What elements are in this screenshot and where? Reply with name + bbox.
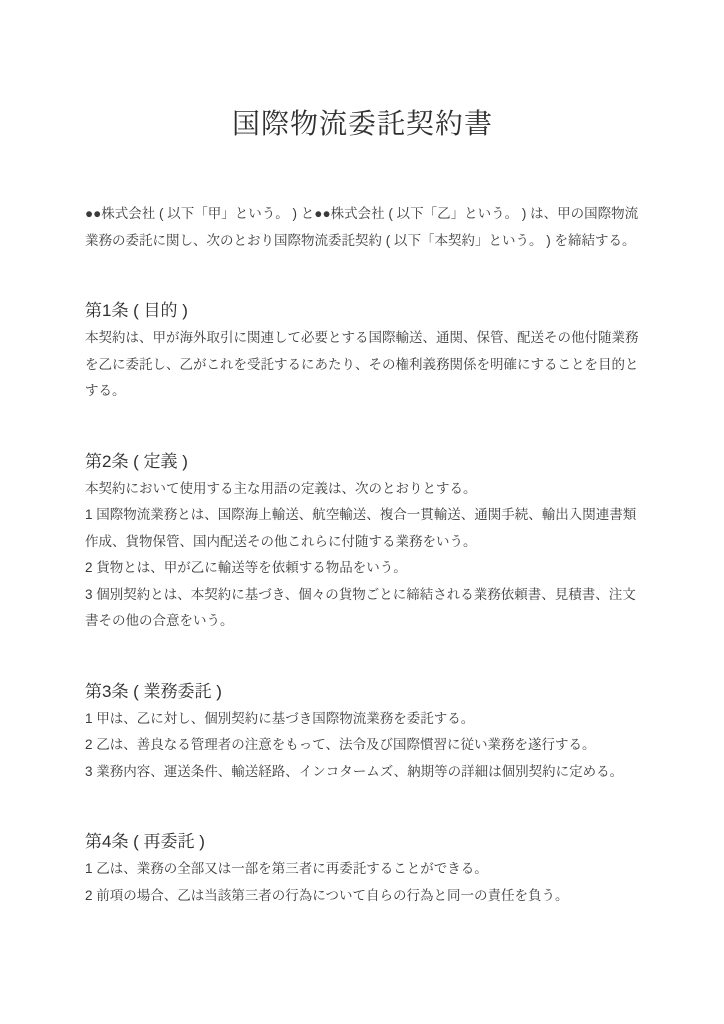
article-3-clause-1: 1 甲は、乙に対し、個別契約に基づき国際物流業務を委託する。: [85, 710, 475, 726]
article-4-heading: 第4条 ( 再委託 ): [85, 832, 205, 851]
article-3-heading: 第3条 ( 業務委託 ): [85, 681, 222, 701]
contract-preamble: ●●株式会社 ( 以下「甲」という。 ) と●●株式会社 ( 以下「乙」という。 ) は、甲の国際物流業務の委託に関し、次のとおり国際物流委託契約 ( 以下「本契約」という。 ) を締結する。: [85, 206, 639, 248]
article-1-heading: 第1条 ( 目的 ): [85, 301, 188, 320]
article-1: [85, 297, 640, 405]
article-4-clause-2: 2 前項の場合、乙は当該第三者の行為について自らの行為と同一の責任を負う。: [85, 887, 569, 903]
article-1-clause-1: 本契約は、甲が海外取引に関連して必要とする国際輸送、通関、保管、配送その他付随業務を乙に委託し、乙がこれを受託するにあたり、その権利義務関係を明確にすることを目的とする。: [85, 330, 639, 398]
article-1-clauses: [85, 325, 640, 405]
article-2-heading: 第2条 ( 定義 ): [85, 451, 188, 471]
article-4: [85, 828, 640, 909]
article-3: [85, 678, 640, 786]
article-3-clause-2: 2 乙は、善良なる管理者の注意をもって、法令及び国際慣習に従い業務を遂行する。: [85, 737, 596, 752]
article-4-clause-1: 1 乙は、業務の全部又は一部を第三者に再委託することができる。: [85, 861, 488, 876]
article-2-clauses: [85, 476, 640, 635]
document-title: 国際物流委託契約書: [231, 108, 493, 139]
article-2-clause-2: 1 国際物流業務とは、国際海上輸送、航空輸送、複合一貫輸送、通関手続、輸出入関連書類作成、貨物保管、国内配送その他これらに付随する業務をいう。: [85, 507, 637, 549]
article-4-clauses: [85, 856, 640, 909]
article-3-clause-3: 3 業務内容、運送条件、輸送経路、インコタームズ、納期等の詳細は個別契約に定める。: [85, 763, 624, 779]
article-2-clause-4: 3 個別契約とは、本契約に基づき、個々の貨物ごとに締結される業務依頼書、見積書、注文書その他の合意をいう。: [85, 586, 636, 628]
article-2: [85, 448, 640, 635]
article-3-clauses: [85, 706, 640, 786]
article-2-clause-1: 本契約において使用する主な用語の定義は、次のとおりとする。: [85, 480, 477, 496]
article-2-clause-3: 2 貨物とは、甲が乙に輸送等を依頼する物品をいう。: [85, 560, 407, 575]
